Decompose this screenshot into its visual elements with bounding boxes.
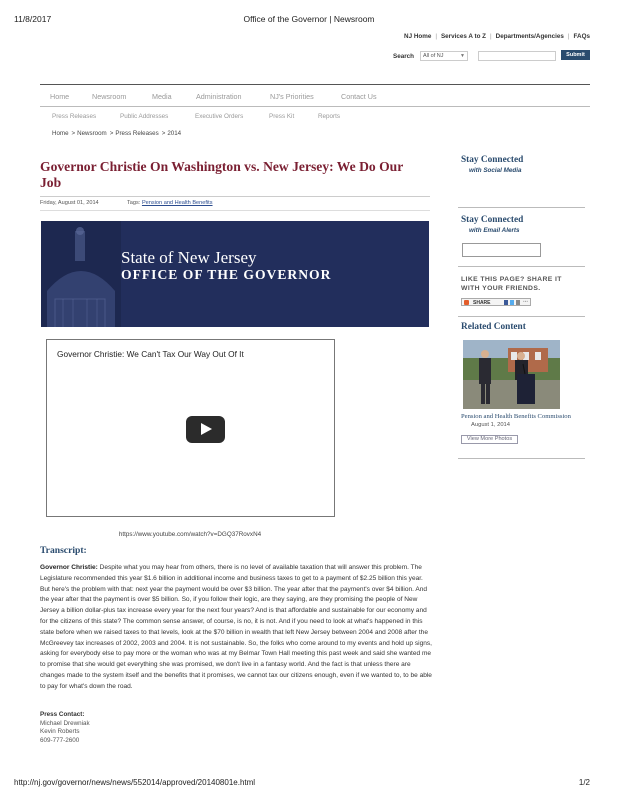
nav-media[interactable]: Media: [152, 92, 172, 101]
banner-line-1: State of New Jersey: [121, 248, 257, 267]
tags-label: Tags:: [127, 200, 141, 206]
subnav-press-releases[interactable]: Press Releases: [52, 113, 97, 120]
email-subheading: with Email Alerts: [469, 227, 520, 234]
subnav-reports[interactable]: Reports: [318, 113, 341, 120]
social-subheading: with Social Media: [469, 167, 522, 174]
press-contact-name: Kevin Roberts: [40, 728, 80, 735]
search-submit-button[interactable]: Submit: [561, 50, 590, 60]
share-prompt: LIKE THIS PAGE? SHARE IT WITH YOUR FRIENDS.: [461, 276, 562, 292]
search-scope-select[interactable]: All of NJ ▼: [420, 51, 468, 61]
share-button[interactable]: [461, 298, 531, 306]
search-input[interactable]: [478, 51, 556, 61]
breadcrumb: Home > Newsroom > Press Releases > 2014: [52, 130, 182, 137]
transcript-text: Despite what you may hear from others, there is no level of available taxation that will answer this problem. The Legislature recommended this year $1.6 billion in additional income and business taxes to get to a payment of $2.25 billion this year. But here's the problem with that: next year the payment would be over $3 billion. The year after that the payment's over $4 billion. And the year after that the payment is over $5 billion. So, if you follow their logic, are they saying, are they promising the people of New Jersey a billion dollar-plus tax increase every year for the next four years? And is that affordable and sustainable for our economy and for the citizens of this state? The common sense answer, of course, is no, it is not. And if you need to look at what's happened in this state before when we raised taxes to that levels, look at the $70 billion in wealth that left New Jersey between 2004 and 2008 after the McGreevey tax increases of 2002, 2003 and 2004. It is not sustainable. So, the folks who come around to my events and hold up signs, asking for everybody else to pay more or the woman who was at my Belmar Town Hall meeting this past week and said she wanted me to promise that she would get everything she was promised, we don't live in a fantasy world. And the fact is that unless there are changes made to the system itself and the benefits that it promises, we cannot tax our citizens enough, even if we wanted to, to be able to pay for what's down the road.: [40, 564, 432, 690]
departments-link[interactable]: Departments/Agencies: [495, 33, 564, 40]
nj-home-link[interactable]: NJ Home: [404, 33, 432, 40]
email-alert-input[interactable]: [462, 243, 541, 257]
search-label: Search: [393, 53, 415, 60]
related-content-heading: Related Content: [461, 322, 526, 332]
breadcrumb-home[interactable]: Home: [52, 130, 69, 137]
video-url[interactable]: https://www.youtube.com/watch?v=DGQ37RovxN4: [118, 531, 262, 538]
divider: [458, 458, 585, 459]
breadcrumb-newsroom[interactable]: Newsroom: [77, 130, 107, 137]
article-date: Friday, August 01, 2014: [40, 200, 99, 206]
nav-home[interactable]: Home: [50, 92, 70, 101]
divider: [458, 207, 585, 208]
divider: [458, 266, 585, 267]
article-meta: [40, 200, 213, 206]
governor-banner: [41, 221, 429, 327]
subnav-press-kit[interactable]: Press Kit: [269, 113, 295, 120]
view-more-photos-button[interactable]: View More Photos: [461, 435, 518, 444]
related-item-title[interactable]: Pension and Health Benefits Commission: [461, 413, 571, 420]
tag-link[interactable]: Pension and Health Benefits: [141, 200, 213, 206]
page-title: Governor Christie On Washington vs. New Jersey: We Do Our Job: [40, 159, 404, 190]
play-icon: [201, 423, 212, 435]
transcript-body: [40, 563, 434, 693]
divider: [40, 196, 430, 197]
print-page-number: 1/2: [578, 778, 590, 787]
press-contact-phone: 609-777-2600: [40, 736, 80, 744]
more-icon: ⋯: [523, 299, 528, 305]
press-contact: [40, 711, 90, 745]
capitol-dome-icon: [41, 221, 121, 327]
banner-line-2: OFFICE OF THE GOVERNOR: [121, 267, 332, 282]
press-conference-photo-icon: [463, 340, 560, 409]
twitter-icon: [510, 300, 514, 305]
chevron-down-icon: ▼: [460, 53, 465, 59]
print-date: 11/8/2017: [14, 14, 52, 24]
email-icon: [516, 300, 520, 305]
services-link[interactable]: Services A to Z: [440, 33, 487, 40]
related-item-date: August 1, 2014: [471, 422, 510, 428]
share-label: SHARE: [473, 300, 491, 306]
nav-priorities[interactable]: NJ's Priorities: [270, 92, 314, 101]
breadcrumb-year[interactable]: 2014: [167, 130, 182, 137]
transcript-heading: Transcript:: [40, 545, 87, 556]
divider: [458, 316, 585, 317]
nav-newsroom[interactable]: Newsroom: [92, 92, 127, 101]
press-contact-heading: Press Contact:: [40, 711, 85, 718]
nav-administration[interactable]: Administration: [196, 92, 242, 101]
social-heading: Stay Connected: [461, 155, 524, 165]
faqs-link[interactable]: FAQs: [573, 33, 590, 40]
utility-nav: NJ Home | Services A to Z | Departments/Agencies | FAQs: [404, 33, 590, 40]
subnav-executive-orders[interactable]: Executive Orders: [195, 113, 244, 120]
share-icon: [464, 300, 469, 305]
print-title: Office of the Governor | Newsroom: [243, 14, 375, 24]
video-player[interactable]: [46, 339, 335, 517]
play-button[interactable]: [186, 416, 225, 443]
related-photo[interactable]: [463, 340, 560, 409]
transcript-speaker: Governor Christie:: [40, 564, 98, 571]
email-heading: Stay Connected: [461, 215, 524, 225]
main-nav: [40, 84, 590, 107]
breadcrumb-press-releases[interactable]: Press Releases: [115, 130, 159, 137]
print-url: http://nj.gov/governor/news/news/552014/approved/20140801e.html: [14, 778, 256, 787]
video-title[interactable]: Governor Christie: We Can't Tax Our Way Out Of It: [57, 349, 244, 359]
nav-contact-us[interactable]: Contact Us: [341, 92, 377, 101]
subnav-public-addresses[interactable]: Public Addresses: [120, 113, 169, 120]
search-bar: [393, 50, 590, 62]
press-contact-name: Michael Drewniak: [40, 719, 90, 727]
divider: [40, 210, 430, 211]
print-header: [14, 14, 604, 26]
facebook-icon: [504, 300, 508, 305]
article-tags: [127, 200, 213, 206]
